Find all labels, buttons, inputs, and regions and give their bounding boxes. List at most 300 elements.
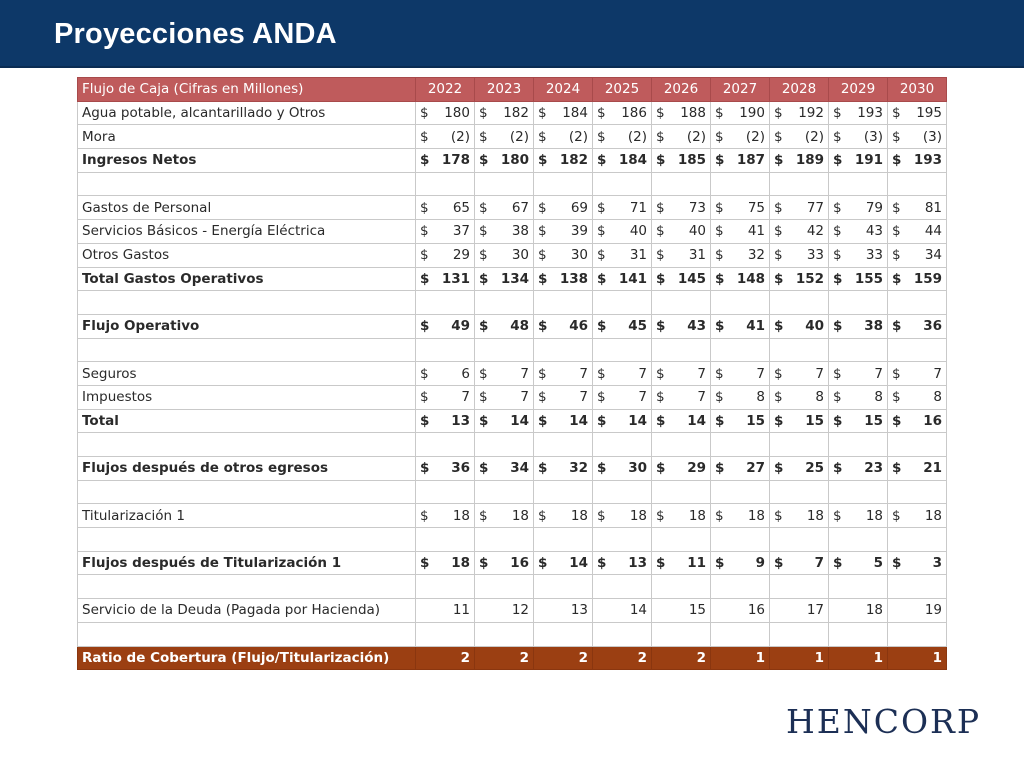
currency-symbol: $ xyxy=(833,247,842,264)
cell-value: 34 xyxy=(510,460,529,477)
cell-value: 7 xyxy=(520,365,529,382)
currency-symbol: $ xyxy=(774,460,784,477)
cell-value: 3 xyxy=(932,555,942,572)
money-cell xyxy=(593,551,652,575)
currency-symbol: $ xyxy=(538,318,548,335)
currency-symbol: $ xyxy=(538,105,547,122)
currency-symbol: $ xyxy=(597,365,606,382)
currency-symbol: $ xyxy=(538,270,548,287)
currency-symbol: $ xyxy=(538,389,547,406)
money-cell xyxy=(770,267,829,291)
empty-cell xyxy=(829,172,888,196)
currency-symbol: $ xyxy=(715,223,724,240)
currency-symbol: $ xyxy=(715,318,725,335)
money-cell xyxy=(593,362,652,386)
empty-cell xyxy=(652,575,711,599)
cell-value: 192 xyxy=(798,105,824,122)
money-cell xyxy=(888,101,947,125)
empty-cell xyxy=(711,172,770,196)
year-header: 2029 xyxy=(829,78,888,102)
money-cell xyxy=(770,149,829,173)
currency-symbol: $ xyxy=(597,128,606,145)
currency-symbol: $ xyxy=(420,247,429,264)
cell-value: 31 xyxy=(688,247,706,264)
currency-symbol: $ xyxy=(479,199,488,216)
cell-value: 38 xyxy=(511,223,529,240)
empty-cell xyxy=(593,172,652,196)
table-row xyxy=(78,385,947,409)
currency-symbol: $ xyxy=(656,199,665,216)
currency-symbol: $ xyxy=(892,105,901,122)
currency-symbol: $ xyxy=(538,555,548,572)
row-label: Servicios Básicos - Energía Eléctrica xyxy=(78,220,416,244)
empty-cell xyxy=(888,480,947,504)
cell-value: 43 xyxy=(687,318,706,335)
cell-value: 18 xyxy=(747,507,765,524)
money-cell xyxy=(593,409,652,433)
currency-symbol: $ xyxy=(538,223,547,240)
cell-value: (3) xyxy=(863,128,883,145)
cell-value: 27 xyxy=(746,460,765,477)
empty-cell xyxy=(652,528,711,552)
cell-value: 25 xyxy=(805,460,824,477)
money-cell xyxy=(829,101,888,125)
money-cell xyxy=(652,267,711,291)
cell-value: 40 xyxy=(805,318,824,335)
empty-cell xyxy=(770,575,829,599)
header-bar xyxy=(0,0,1024,68)
empty-cell xyxy=(416,575,475,599)
year-header: 2027 xyxy=(711,78,770,102)
cell-value: 134 xyxy=(500,270,529,287)
money-cell xyxy=(416,196,475,220)
money-cell xyxy=(711,409,770,433)
currency-symbol: $ xyxy=(597,460,607,477)
currency-symbol: $ xyxy=(479,128,488,145)
currency-symbol: $ xyxy=(420,389,429,406)
currency-symbol: $ xyxy=(656,389,665,406)
currency-symbol: $ xyxy=(479,412,489,429)
currency-symbol: $ xyxy=(597,318,607,335)
currency-symbol: $ xyxy=(538,460,548,477)
empty-cell xyxy=(593,480,652,504)
cell-value: 40 xyxy=(688,223,706,240)
value-cell: 13 xyxy=(534,599,593,623)
currency-symbol: $ xyxy=(538,152,548,169)
cell-value: 7 xyxy=(933,365,942,382)
empty-cell xyxy=(652,433,711,457)
empty-cell xyxy=(829,291,888,315)
money-cell xyxy=(829,149,888,173)
table-row xyxy=(78,101,947,125)
money-cell xyxy=(652,362,711,386)
money-cell xyxy=(475,196,534,220)
row-label xyxy=(78,291,416,315)
currency-symbol: $ xyxy=(892,128,901,145)
cell-value: 16 xyxy=(510,555,529,572)
spacer-row xyxy=(78,575,947,599)
currency-symbol: $ xyxy=(597,270,607,287)
money-cell xyxy=(652,243,711,267)
cell-value: 15 xyxy=(746,412,765,429)
currency-symbol: $ xyxy=(597,555,607,572)
empty-cell xyxy=(770,433,829,457)
cell-value: 71 xyxy=(629,199,647,216)
money-cell xyxy=(770,504,829,528)
row-label: Total Gastos Operativos xyxy=(78,267,416,291)
cell-value: 8 xyxy=(815,389,824,406)
value-cell: 1 xyxy=(770,646,829,670)
currency-symbol: $ xyxy=(892,507,901,524)
value-cell: 2 xyxy=(593,646,652,670)
money-cell xyxy=(711,101,770,125)
empty-cell xyxy=(652,172,711,196)
currency-symbol: $ xyxy=(774,555,784,572)
cell-value: 30 xyxy=(511,247,529,264)
empty-cell xyxy=(711,291,770,315)
cell-value: 152 xyxy=(795,270,824,287)
cell-value: 41 xyxy=(747,223,765,240)
empty-cell xyxy=(770,338,829,362)
money-cell xyxy=(770,385,829,409)
money-cell xyxy=(416,457,475,481)
currency-symbol: $ xyxy=(715,199,724,216)
currency-symbol: $ xyxy=(420,223,429,240)
value-cell: 17 xyxy=(770,599,829,623)
empty-cell xyxy=(770,480,829,504)
money-cell xyxy=(593,504,652,528)
currency-symbol: $ xyxy=(715,389,724,406)
table-row xyxy=(78,504,947,528)
currency-symbol: $ xyxy=(656,460,666,477)
money-cell xyxy=(652,457,711,481)
empty-cell xyxy=(534,528,593,552)
currency-symbol: $ xyxy=(774,152,784,169)
empty-cell xyxy=(416,433,475,457)
cell-value: (2) xyxy=(804,128,824,145)
cell-value: 145 xyxy=(677,270,706,287)
cell-value: 49 xyxy=(451,318,470,335)
cell-value: 45 xyxy=(628,318,647,335)
currency-symbol: $ xyxy=(892,199,901,216)
value-cell: 2 xyxy=(475,646,534,670)
empty-cell xyxy=(829,433,888,457)
cell-value: 159 xyxy=(913,270,942,287)
money-cell xyxy=(416,504,475,528)
cell-value: 18 xyxy=(511,507,529,524)
currency-symbol: $ xyxy=(774,128,783,145)
currency-symbol: $ xyxy=(715,365,724,382)
empty-cell xyxy=(652,291,711,315)
money-cell xyxy=(829,125,888,149)
cell-value: 189 xyxy=(795,152,824,169)
cell-value: 131 xyxy=(441,270,470,287)
money-cell xyxy=(593,267,652,291)
value-cell: 14 xyxy=(593,599,652,623)
money-cell xyxy=(888,457,947,481)
cell-value: 187 xyxy=(736,152,765,169)
empty-cell xyxy=(652,480,711,504)
spacer-row xyxy=(78,172,947,196)
money-cell xyxy=(652,125,711,149)
money-cell xyxy=(416,409,475,433)
cell-value: 32 xyxy=(747,247,765,264)
currency-symbol: $ xyxy=(892,223,901,240)
year-header: 2028 xyxy=(770,78,829,102)
row-label: Flujos después de Titularización 1 xyxy=(78,551,416,575)
money-cell xyxy=(888,385,947,409)
cell-value: 11 xyxy=(687,555,706,572)
currency-symbol: $ xyxy=(715,412,725,429)
table-row xyxy=(78,362,947,386)
money-cell xyxy=(534,409,593,433)
table-row xyxy=(78,599,947,623)
money-cell xyxy=(475,101,534,125)
currency-symbol: $ xyxy=(892,555,902,572)
currency-symbol: $ xyxy=(656,247,665,264)
currency-symbol: $ xyxy=(774,223,783,240)
cell-value: 79 xyxy=(865,199,883,216)
money-cell xyxy=(475,220,534,244)
cell-value: 7 xyxy=(697,365,706,382)
cell-value: 9 xyxy=(755,555,765,572)
currency-symbol: $ xyxy=(892,270,902,287)
currency-symbol: $ xyxy=(715,460,725,477)
money-cell xyxy=(711,504,770,528)
empty-cell xyxy=(416,291,475,315)
currency-symbol: $ xyxy=(715,555,725,572)
currency-symbol: $ xyxy=(420,270,430,287)
money-cell xyxy=(770,409,829,433)
empty-cell xyxy=(829,338,888,362)
empty-cell xyxy=(770,172,829,196)
currency-symbol: $ xyxy=(597,247,606,264)
value-cell: 19 xyxy=(888,599,947,623)
currency-symbol: $ xyxy=(656,270,666,287)
cell-value: 148 xyxy=(736,270,765,287)
money-cell xyxy=(416,385,475,409)
money-cell xyxy=(534,551,593,575)
currency-symbol: $ xyxy=(479,223,488,240)
cell-value: 180 xyxy=(444,105,470,122)
money-cell xyxy=(888,220,947,244)
money-cell xyxy=(416,551,475,575)
empty-cell xyxy=(711,622,770,646)
cell-value: 15 xyxy=(805,412,824,429)
row-label: Ratio de Cobertura (Flujo/Titularización) xyxy=(78,646,416,670)
money-cell xyxy=(534,243,593,267)
money-cell xyxy=(475,314,534,338)
empty-cell xyxy=(475,172,534,196)
money-cell xyxy=(593,314,652,338)
currency-symbol: $ xyxy=(833,389,842,406)
cell-value: 7 xyxy=(814,555,824,572)
empty-cell xyxy=(416,172,475,196)
money-cell xyxy=(770,101,829,125)
empty-cell xyxy=(888,622,947,646)
cell-value: 184 xyxy=(562,105,588,122)
cell-value: 21 xyxy=(923,460,942,477)
money-cell xyxy=(829,385,888,409)
empty-cell xyxy=(593,622,652,646)
cell-value: 186 xyxy=(621,105,647,122)
value-cell: 11 xyxy=(416,599,475,623)
money-cell xyxy=(652,385,711,409)
empty-cell xyxy=(534,480,593,504)
row-label xyxy=(78,172,416,196)
currency-symbol: $ xyxy=(479,152,489,169)
cell-value: 8 xyxy=(756,389,765,406)
spacer-row xyxy=(78,480,947,504)
cell-value: 7 xyxy=(756,365,765,382)
money-cell xyxy=(416,362,475,386)
empty-cell xyxy=(652,622,711,646)
currency-symbol: $ xyxy=(656,223,665,240)
value-cell: 1 xyxy=(888,646,947,670)
empty-cell xyxy=(534,575,593,599)
cell-value: 7 xyxy=(461,389,470,406)
cell-value: 31 xyxy=(629,247,647,264)
money-cell xyxy=(888,125,947,149)
currency-symbol: $ xyxy=(656,152,666,169)
empty-cell xyxy=(534,433,593,457)
row-label xyxy=(78,433,416,457)
money-cell xyxy=(711,220,770,244)
money-cell xyxy=(416,267,475,291)
cell-value: 75 xyxy=(747,199,765,216)
money-cell xyxy=(475,457,534,481)
table-row xyxy=(78,409,947,433)
currency-symbol: $ xyxy=(597,199,606,216)
table-header-row xyxy=(78,78,947,102)
currency-symbol: $ xyxy=(833,223,842,240)
money-cell xyxy=(534,267,593,291)
cash-flow-table xyxy=(77,77,947,670)
money-cell xyxy=(829,504,888,528)
year-header: 2025 xyxy=(593,78,652,102)
money-cell xyxy=(711,267,770,291)
empty-cell xyxy=(475,528,534,552)
cell-value: 18 xyxy=(924,507,942,524)
money-cell xyxy=(652,551,711,575)
money-cell xyxy=(770,457,829,481)
empty-cell xyxy=(770,291,829,315)
row-label: Flujos después de otros egresos xyxy=(78,457,416,481)
cell-value: 6 xyxy=(461,365,470,382)
cell-value: 138 xyxy=(559,270,588,287)
money-cell xyxy=(711,362,770,386)
currency-symbol: $ xyxy=(892,318,902,335)
cell-value: 77 xyxy=(806,199,824,216)
currency-symbol: $ xyxy=(479,105,488,122)
money-cell xyxy=(593,196,652,220)
cell-value: 18 xyxy=(451,555,470,572)
empty-cell xyxy=(593,291,652,315)
currency-symbol: $ xyxy=(656,128,665,145)
money-cell xyxy=(416,314,475,338)
cell-value: 7 xyxy=(520,389,529,406)
money-cell xyxy=(888,409,947,433)
cell-value: 193 xyxy=(913,152,942,169)
empty-cell xyxy=(475,338,534,362)
currency-symbol: $ xyxy=(774,389,783,406)
value-cell: 2 xyxy=(652,646,711,670)
money-cell xyxy=(475,551,534,575)
currency-symbol: $ xyxy=(420,152,430,169)
table-row xyxy=(78,220,947,244)
currency-symbol: $ xyxy=(597,389,606,406)
cell-value: 36 xyxy=(451,460,470,477)
money-cell xyxy=(475,409,534,433)
money-cell xyxy=(888,504,947,528)
money-cell xyxy=(593,385,652,409)
currency-symbol: $ xyxy=(420,460,430,477)
cell-value: 13 xyxy=(451,412,470,429)
empty-cell xyxy=(416,528,475,552)
cell-value: 14 xyxy=(510,412,529,429)
cell-value: 33 xyxy=(806,247,824,264)
currency-symbol: $ xyxy=(538,507,547,524)
cell-value: 38 xyxy=(864,318,883,335)
year-header: 2022 xyxy=(416,78,475,102)
table-row xyxy=(78,196,947,220)
value-cell: 16 xyxy=(711,599,770,623)
currency-symbol: $ xyxy=(774,247,783,264)
empty-cell xyxy=(593,338,652,362)
currency-symbol: $ xyxy=(892,389,901,406)
cell-value: 30 xyxy=(570,247,588,264)
money-cell xyxy=(593,457,652,481)
row-label xyxy=(78,338,416,362)
row-label xyxy=(78,528,416,552)
money-cell xyxy=(534,125,593,149)
money-cell xyxy=(829,220,888,244)
currency-symbol: $ xyxy=(833,507,842,524)
currency-symbol: $ xyxy=(892,460,902,477)
row-label: Titularización 1 xyxy=(78,504,416,528)
money-cell xyxy=(593,243,652,267)
money-cell xyxy=(829,196,888,220)
currency-symbol: $ xyxy=(715,507,724,524)
cell-value: 69 xyxy=(570,199,588,216)
currency-symbol: $ xyxy=(420,507,429,524)
empty-cell xyxy=(416,480,475,504)
money-cell xyxy=(770,314,829,338)
cell-value: 18 xyxy=(570,507,588,524)
money-cell xyxy=(534,504,593,528)
cell-value: 81 xyxy=(924,199,942,216)
cell-value: (2) xyxy=(627,128,647,145)
cell-value: 182 xyxy=(559,152,588,169)
currency-symbol: $ xyxy=(538,128,547,145)
cell-value: 29 xyxy=(687,460,706,477)
currency-symbol: $ xyxy=(538,412,548,429)
spacer-row xyxy=(78,433,947,457)
currency-symbol: $ xyxy=(892,365,901,382)
empty-cell xyxy=(770,622,829,646)
empty-cell xyxy=(416,622,475,646)
currency-symbol: $ xyxy=(774,270,784,287)
cell-value: (2) xyxy=(509,128,529,145)
cell-value: (2) xyxy=(686,128,706,145)
currency-symbol: $ xyxy=(656,507,665,524)
money-cell xyxy=(770,362,829,386)
row-label: Mora xyxy=(78,125,416,149)
money-cell xyxy=(829,457,888,481)
currency-symbol: $ xyxy=(833,105,842,122)
page-title: Proyecciones ANDA xyxy=(54,18,337,50)
money-cell xyxy=(770,196,829,220)
